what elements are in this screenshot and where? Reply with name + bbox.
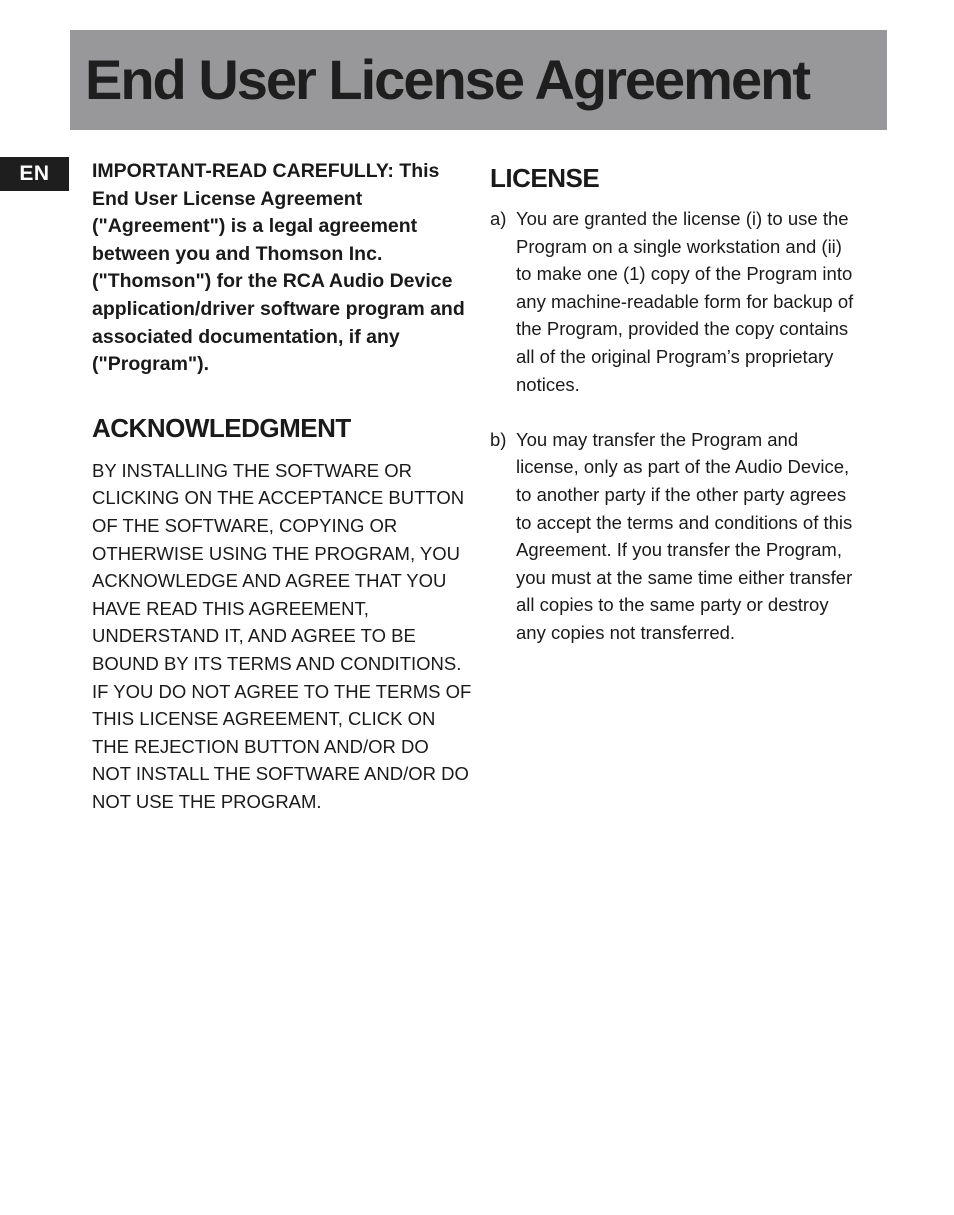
title-banner — [70, 30, 887, 130]
clause-text: You may transfer the Program and license, only as part of the Audio Device, to another party if the other party agrees to accept the terms and conditions of this Agreement. If you transfer the Program, you must at the same time either transfer all copies to the same party or destroy any copies not transferred. — [516, 428, 853, 643]
license-clause-a — [490, 205, 860, 398]
right-column — [490, 160, 860, 647]
acknowledgment-body: BY INSTALLING THE SOFTWARE OR CLICKING ON THE ACCEPTANCE BUTTON OF THE SOFTWARE, COPYING OR OTHERWISE USING THE PROGRAM, YOU ACKNOWLEDGE AND AGREE THAT YOU HAVE READ THIS AGREEMENT, UNDERSTAND IT, AND AGREE TO BE BOUND BY ITS TERMS AND CONDITIONS. IF YOU DO NOT AGREE TO THE TERMS OF THIS LICENSE AGREEMENT, CLICK ON THE REJECTION BUTTON AND/OR DO NOT INSTALL THE SOFTWARE AND/OR DO NOT USE THE PROGRAM. — [92, 459, 472, 812]
license-heading: LICENSE — [490, 163, 600, 193]
left-column — [92, 158, 472, 815]
license-clause-b — [490, 426, 860, 647]
acknowledgment-heading: ACKNOWLEDGMENT — [92, 412, 351, 443]
clause-text: You are granted the license (i) to use the Program on a single workstation and (ii) to make one (1) copy of the Program into any machine-readable form for backup of the Program, provided the copy contains all of the original Program’s proprietary notices. — [516, 208, 854, 395]
clause-marker: a) — [490, 208, 507, 229]
language-tab: EN — [0, 157, 69, 191]
clause-marker: b) — [490, 428, 507, 450]
intro-paragraph: IMPORTANT-READ CAREFULLY: This End User License Agreement ("Agreement") is a legal agreement between you and Thomson Inc. ("Thomson") for the RCA Audio Device application/driver software program and associated documentation, if any ("Program"). — [92, 160, 465, 376]
page-title: End User License Agreement — [85, 48, 809, 111]
